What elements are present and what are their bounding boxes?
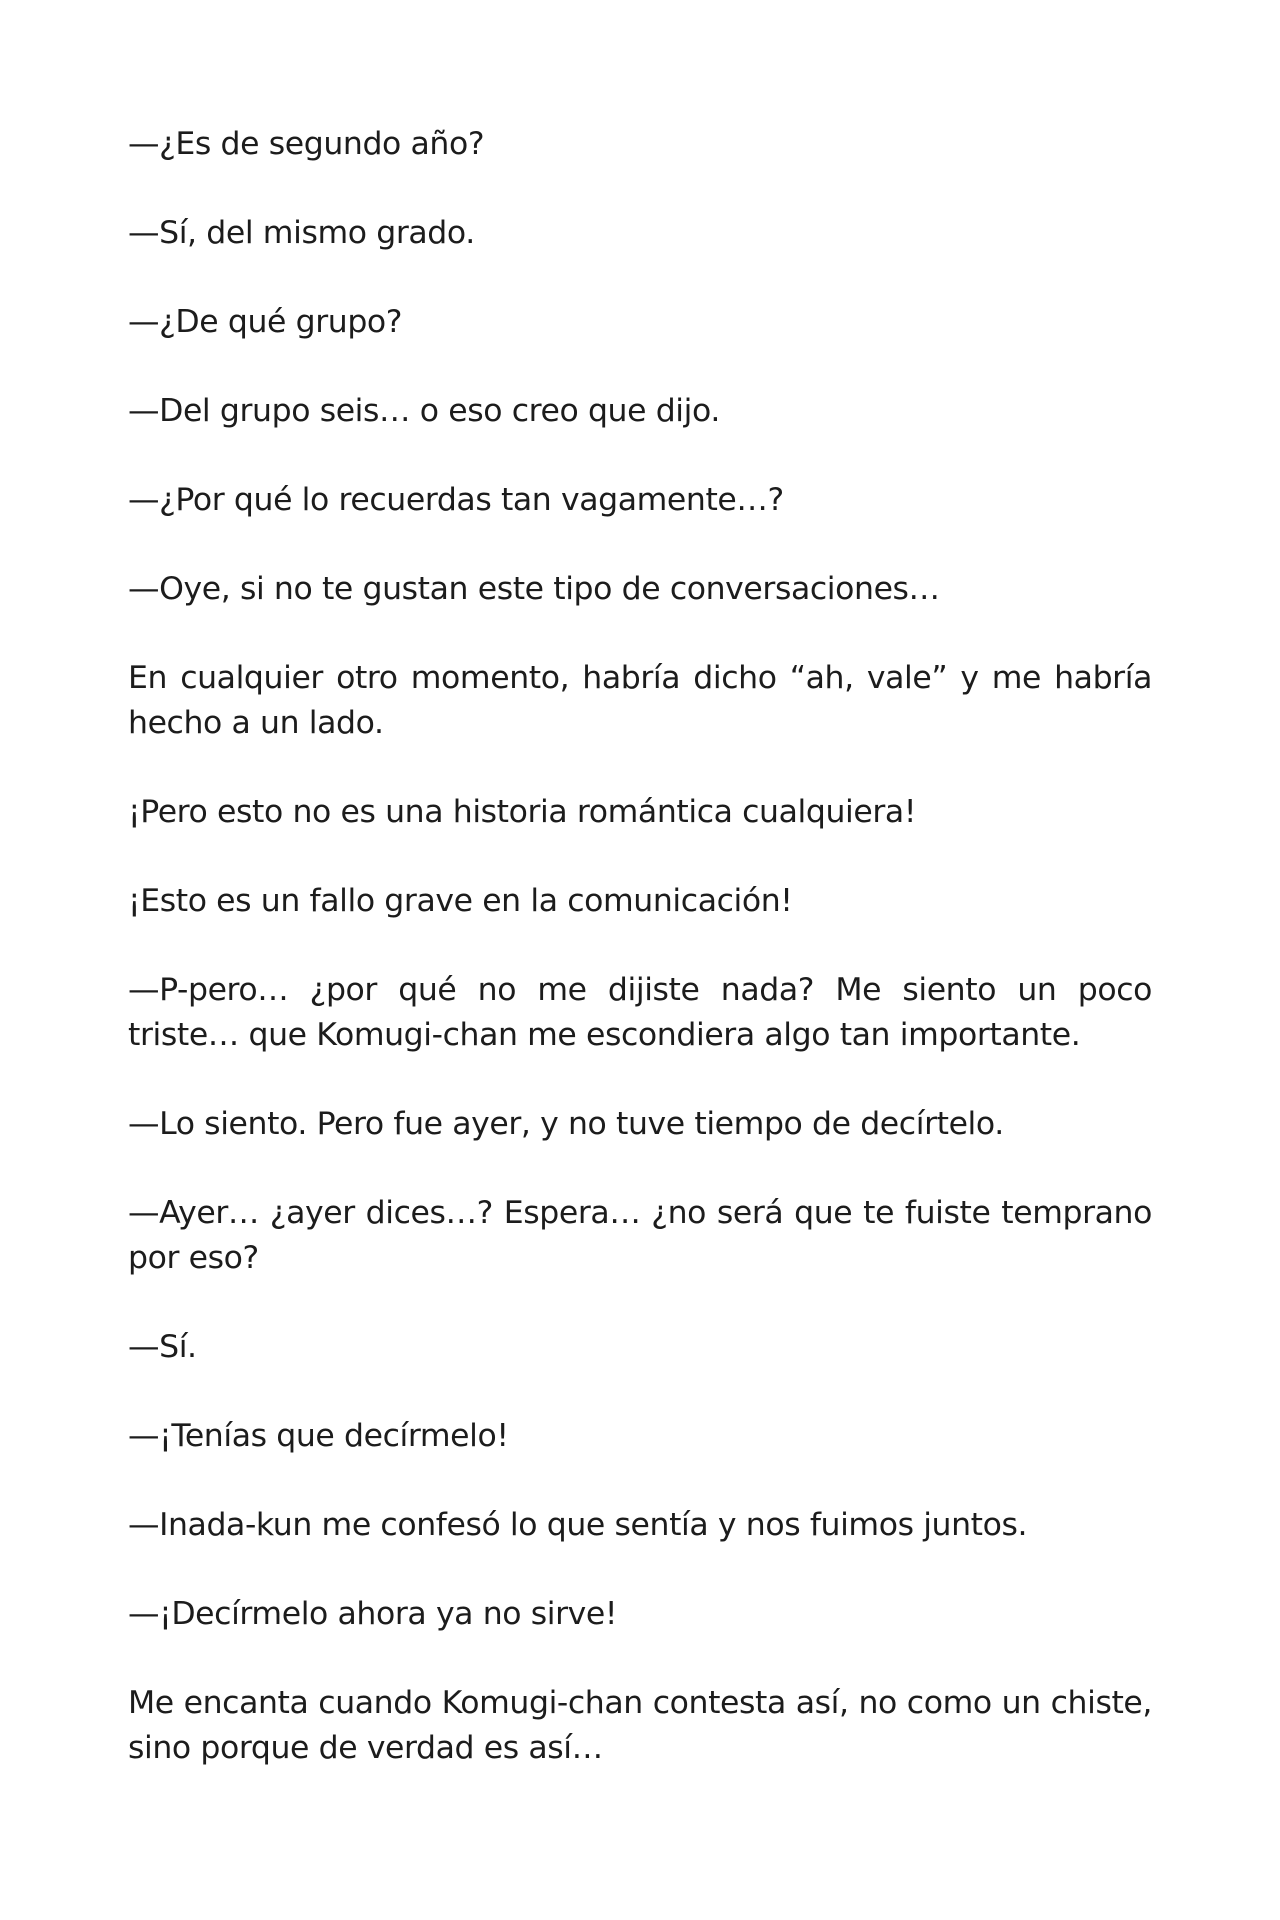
dialogue-paragraph: —Sí. [128,1329,197,1365]
narration-paragraph: En cualquier otro momento, habría dicho “ah, vale” y me habría hecho a un lado. [128,660,1152,741]
dialogue-paragraph: —Inada-kun me confesó lo que sentía y nos fuimos juntos. [128,1507,1028,1543]
dialogue-paragraph: —Lo siento. Pero fue ayer, y no tuve tiempo de decírtelo. [128,1106,1004,1142]
dialogue-paragraph: —Del grupo seis… o eso creo que dijo. [128,393,720,429]
dialogue-paragraph: —¿De qué grupo? [128,304,403,340]
dialogue-paragraph: —Sí, del mismo grado. [128,215,475,251]
document-page [128,122,1152,1771]
narration-paragraph: ¡Pero esto no es una historia romántica cualquiera! [128,794,917,830]
narration-paragraph: Me encanta cuando Komugi-chan contesta así, no como un chiste, sino porque de verdad es así… [128,1685,1152,1766]
narration-paragraph: ¡Esto es un fallo grave en la comunicación! [128,883,793,919]
dialogue-paragraph: —¡Tenías que decírmelo! [128,1418,509,1454]
dialogue-paragraph: —Oye, si no te gustan este tipo de conversaciones… [128,571,940,607]
dialogue-paragraph: —¿Por qué lo recuerdas tan vagamente…? [128,482,784,518]
dialogue-paragraph: —¡Decírmelo ahora ya no sirve! [128,1596,618,1632]
dialogue-paragraph: —¿Es de segundo año? [128,126,485,162]
dialogue-paragraph: —P-pero… ¿por qué no me dijiste nada? Me siento un poco triste… que Komugi-chan me escondiera algo tan importante. [128,972,1152,1053]
dialogue-paragraph: —Ayer… ¿ayer dices…? Espera… ¿no será que te fuiste temprano por eso? [128,1195,1152,1276]
